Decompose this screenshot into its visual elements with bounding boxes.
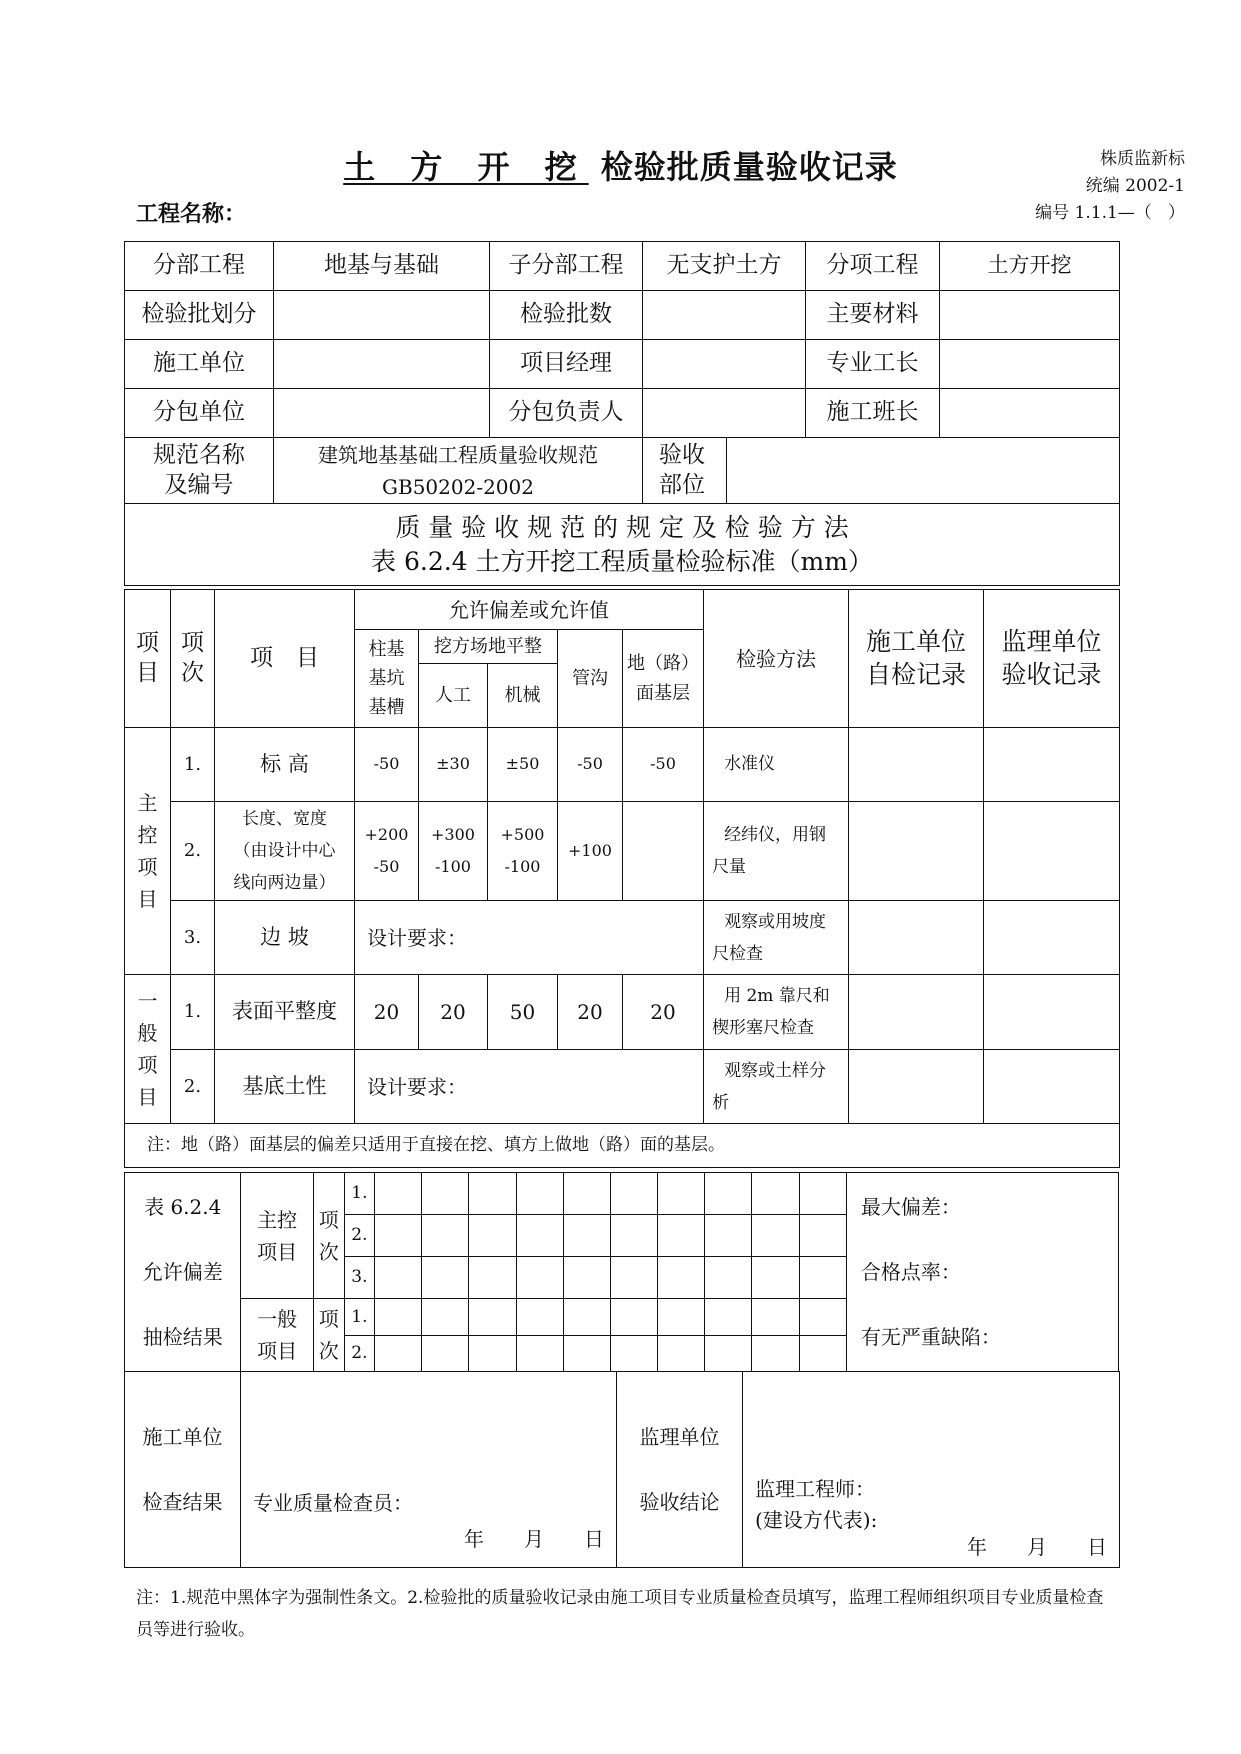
sampling-main-2: 项目	[257, 1239, 298, 1264]
col-pit-1: 柱基	[368, 639, 405, 660]
sampling-label-1: 表 6.2.4	[144, 1194, 222, 1219]
g1-v4: 20	[558, 975, 623, 1050]
sampling-general-n2: 2.	[344, 1336, 374, 1372]
standard-label	[125, 438, 274, 504]
sample-cell[interactable]	[610, 1299, 657, 1336]
sampling-gseq-2: 次	[318, 1339, 339, 1363]
sample-cell[interactable]	[374, 1336, 421, 1372]
g2-requirement: 设计要求：	[355, 1050, 704, 1124]
sample-cell[interactable]	[799, 1336, 846, 1372]
sample-cell[interactable]	[610, 1257, 657, 1299]
sample-cell[interactable]	[516, 1173, 563, 1215]
table-note: 注：地（路）面基层的偏差只适用于直接在挖、填方上做地（路）面的基层。	[125, 1124, 1120, 1168]
standard-name: 建筑地基基础工程质量验收规范	[318, 442, 598, 467]
sampling-main-n3: 3.	[344, 1257, 374, 1299]
col-category	[125, 590, 171, 728]
g2-method-1: 观察或土样分	[724, 1060, 827, 1081]
g2-seq: 2.	[171, 1050, 215, 1124]
g1-method-2: 楔形塞尺检查	[712, 1018, 815, 1038]
item-label: 分项工程	[806, 242, 940, 291]
accept-part-1: 验收	[659, 441, 705, 468]
sample-cell[interactable]	[422, 1299, 469, 1336]
standard-label-1: 规范名称	[153, 441, 245, 468]
sampling-general	[241, 1299, 313, 1372]
r1-v4: -50	[558, 728, 623, 802]
r2-supervise[interactable]	[984, 802, 1120, 901]
sub-project-label: 分部工程	[125, 242, 274, 291]
sample-cell[interactable]	[752, 1173, 799, 1215]
batch-count-value[interactable]	[643, 291, 806, 340]
r1-v3: ±50	[488, 728, 558, 802]
sampling-gseq-1: 项	[318, 1307, 339, 1331]
sampling-general-seq	[313, 1299, 344, 1372]
subcontractor-value[interactable]	[274, 389, 490, 438]
sample-cell[interactable]	[610, 1215, 657, 1257]
col-supervise	[984, 590, 1120, 728]
title-underlined: 土 方 开 挖	[343, 148, 589, 186]
sample-cell[interactable]	[658, 1215, 705, 1257]
defect-label: 有无严重缺陷：	[860, 1324, 1001, 1349]
engineer-label: 监理工程师：	[755, 1477, 875, 1501]
sample-cell[interactable]	[563, 1173, 610, 1215]
r1-v1: -50	[355, 728, 419, 802]
sample-cell[interactable]	[705, 1215, 752, 1257]
g1-item: 表面平整度	[215, 975, 355, 1050]
r3-supervise[interactable]	[984, 901, 1120, 975]
col-category-2: 目	[136, 659, 159, 686]
g2-item: 基底土性	[215, 1050, 355, 1124]
item-value: 土方开挖	[940, 242, 1120, 291]
sample-cell[interactable]	[374, 1299, 421, 1336]
sample-cell[interactable]	[799, 1257, 846, 1299]
sampling-seq-2: 次	[318, 1239, 339, 1264]
owner-rep-label: (建设方代表):	[755, 1508, 878, 1532]
col-category-1: 项	[136, 629, 159, 656]
sample-cell[interactable]	[469, 1257, 516, 1299]
sample-cell[interactable]	[563, 1336, 610, 1372]
sample-cell[interactable]	[422, 1173, 469, 1215]
sample-cell[interactable]	[799, 1299, 846, 1336]
r2-v1	[355, 802, 419, 901]
sample-cell[interactable]	[752, 1299, 799, 1336]
sample-cell[interactable]	[469, 1173, 516, 1215]
sample-cell[interactable]	[610, 1173, 657, 1215]
sample-cell[interactable]	[422, 1215, 469, 1257]
sample-cell[interactable]	[610, 1336, 657, 1372]
col-machine: 机械	[488, 664, 558, 728]
sample-cell[interactable]	[752, 1215, 799, 1257]
sample-cell[interactable]	[516, 1257, 563, 1299]
batch-division-label: 检验批划分	[125, 291, 274, 340]
team-leader-value[interactable]	[940, 389, 1120, 438]
sample-cell[interactable]	[752, 1257, 799, 1299]
accept-part-label	[643, 438, 727, 503]
col-allowance: 允许偏差或允许值	[355, 590, 704, 630]
sampling-general-1: 一般	[257, 1307, 298, 1331]
contractor-result-1: 施工单位	[142, 1424, 223, 1449]
col-supervise-2: 验收记录	[1001, 659, 1102, 689]
foreman-label: 专业工长	[806, 340, 940, 389]
r3-requirement: 设计要求：	[355, 901, 704, 975]
r2-item-3: 线向两边量）	[233, 873, 336, 893]
g2-supervise[interactable]	[984, 1050, 1120, 1124]
team-leader-label: 施工班长	[806, 389, 940, 438]
sampling-label-3: 抽检结果	[142, 1324, 223, 1349]
r3-self-check[interactable]	[849, 901, 984, 975]
sample-cell[interactable]	[469, 1336, 516, 1372]
batch-division-value[interactable]	[274, 291, 490, 340]
title-rest: 检验批质量验收记录	[600, 148, 898, 186]
sample-cell[interactable]	[705, 1299, 752, 1336]
col-trench: 管沟	[558, 630, 623, 728]
r2-self-check[interactable]	[849, 802, 984, 901]
contractor-result-cell[interactable]	[241, 1372, 617, 1568]
sampling-summary	[846, 1173, 1118, 1372]
meta-line3: 编号 1.1.1—（ ）	[1035, 203, 1185, 223]
r2-v2b: -100	[435, 857, 471, 876]
sample-cell[interactable]	[705, 1173, 752, 1215]
standard-code: GB50202-2002	[382, 474, 534, 499]
main-material-value[interactable]	[940, 291, 1120, 340]
contractor-result-2: 检查结果	[142, 1489, 223, 1514]
spec-heading: 质 量 验 收 规 范 的 规 定 及 检 验 方 法	[395, 512, 849, 542]
sample-cell[interactable]	[374, 1257, 421, 1299]
r1-seq: 1.	[171, 728, 215, 802]
col-pit-2: 基坑	[368, 668, 405, 689]
main-material-label: 主要材料	[806, 291, 940, 340]
accept-part-2: 部位	[659, 471, 705, 498]
r2-v5	[623, 802, 704, 901]
general-group-char-3: 项	[137, 1053, 158, 1077]
col-self-check-2: 自检记录	[866, 659, 967, 689]
sampling-table	[124, 1172, 1119, 1372]
r2-v1a: +200	[364, 825, 409, 844]
general-group-label	[125, 975, 171, 1124]
sub-division-label: 子分部工程	[490, 242, 643, 291]
g1-seq: 1.	[171, 975, 215, 1050]
col-seq-1: 项	[181, 629, 204, 656]
sub-leader-value[interactable]	[643, 389, 806, 438]
r2-v3b: -100	[504, 857, 541, 876]
sample-cell[interactable]	[422, 1257, 469, 1299]
accept-part-cell	[643, 438, 1120, 504]
inspector-label: 专业质量检查员：	[253, 1491, 413, 1515]
sampling-main-n1: 1.	[344, 1173, 374, 1215]
sample-cell[interactable]	[563, 1215, 610, 1257]
standard-value	[274, 438, 643, 504]
sample-cell[interactable]	[516, 1215, 563, 1257]
sample-cell[interactable]	[563, 1257, 610, 1299]
sample-cell[interactable]	[469, 1299, 516, 1336]
engineer-block	[755, 1474, 877, 1536]
subcontractor-label: 分包单位	[125, 389, 274, 438]
g2-self-check[interactable]	[849, 1050, 984, 1124]
r2-item-1: 长度、宽度	[242, 809, 327, 829]
r3-method	[704, 901, 849, 975]
sample-cell[interactable]	[658, 1336, 705, 1372]
general-group-char-2: 般	[137, 1021, 158, 1045]
sample-cell[interactable]	[516, 1336, 563, 1372]
col-item: 项 目	[215, 590, 355, 728]
r3-method-2: 尺检查	[712, 943, 764, 964]
sample-cell[interactable]	[658, 1299, 705, 1336]
contractor-date: 年 月 日	[464, 1527, 604, 1551]
main-group-label	[125, 728, 171, 975]
sub-division-value: 无支护土方	[643, 242, 806, 291]
r1-self-check[interactable]	[849, 728, 984, 802]
sample-cell[interactable]	[799, 1173, 846, 1215]
r2-v3a: +500	[500, 825, 545, 844]
r1-v5: -50	[623, 728, 704, 802]
col-leveling: 挖方场地平整	[419, 630, 558, 664]
main-group-char-4: 目	[137, 887, 158, 911]
supervisor-conclusion-label	[617, 1372, 743, 1568]
sampling-main	[241, 1173, 313, 1299]
sampling-general-n1: 1.	[344, 1299, 374, 1336]
r2-seq: 2.	[171, 802, 215, 901]
r3-method-1: 观察或用坡度	[724, 911, 827, 932]
r2-v3	[488, 802, 558, 901]
r2-v2a: +300	[431, 825, 475, 844]
project-manager-value[interactable]	[643, 340, 806, 389]
r2-v4: +100	[558, 802, 623, 901]
g1-v2: 20	[419, 975, 488, 1050]
footnote: 注：1.规范中黑体字为强制性条文。2.检验批的质量验收记录由施工项目专业质量检查员填写，监理工程师组织项目专业质量检查员等进行验收。	[136, 1588, 1104, 1640]
main-group-char-1: 主	[137, 791, 158, 815]
project-manager-label: 项目经理	[490, 340, 643, 389]
g2-method	[704, 1050, 849, 1124]
meta-line2: 统编 2002-1	[1085, 176, 1185, 196]
sample-cell[interactable]	[422, 1336, 469, 1372]
signoff-table	[124, 1371, 1120, 1568]
main-group-char-2: 控	[137, 823, 158, 847]
supervisor-date: 年 月 日	[967, 1535, 1107, 1559]
contractor-result-label	[125, 1372, 241, 1568]
g1-method	[704, 975, 849, 1050]
sample-cell[interactable]	[374, 1173, 421, 1215]
col-pit-3: 基槽	[368, 697, 405, 718]
sample-cell[interactable]	[563, 1299, 610, 1336]
batch-count-label: 检验批数	[490, 291, 643, 340]
g1-v5: 20	[623, 975, 704, 1050]
main-group-char-3: 项	[137, 855, 158, 879]
sampling-seq-1: 项	[318, 1207, 339, 1232]
pass-rate-label: 合格点率：	[860, 1259, 961, 1284]
col-self-check	[849, 590, 984, 728]
col-seq	[171, 590, 215, 728]
r1-method: 水准仪	[704, 728, 849, 802]
contractor-value[interactable]	[274, 340, 490, 389]
sample-cell[interactable]	[658, 1173, 705, 1215]
g2-method-2: 析	[712, 1092, 730, 1113]
info-table	[124, 241, 1120, 586]
r2-method-1: 经纬仪，用钢	[724, 825, 827, 845]
standard-label-2: 及编号	[164, 471, 234, 498]
spec-heading-cell	[125, 504, 1120, 586]
document-meta	[1035, 146, 1185, 227]
sampling-main-1: 主控	[257, 1207, 298, 1232]
sample-cell[interactable]	[752, 1336, 799, 1372]
g1-v3: 50	[488, 975, 558, 1050]
col-manual: 人工	[419, 664, 488, 728]
col-road	[623, 630, 704, 728]
sample-cell[interactable]	[705, 1336, 752, 1372]
col-road-2: 面基层	[636, 682, 691, 704]
sample-cell[interactable]	[374, 1215, 421, 1257]
col-road-1: 地（路）	[627, 652, 700, 674]
sample-cell[interactable]	[658, 1257, 705, 1299]
r2-v1b: -50	[373, 857, 400, 876]
r2-item-2: （由设计中心	[233, 841, 336, 861]
meta-line1: 株质监新标	[1100, 149, 1185, 169]
sampling-main-seq	[313, 1173, 344, 1299]
col-seq-2: 次	[181, 659, 204, 686]
col-method: 检验方法	[704, 590, 849, 728]
sub-project-value: 地基与基础	[274, 242, 490, 291]
sampling-label	[125, 1173, 241, 1372]
r2-method	[704, 802, 849, 901]
g1-self-check[interactable]	[849, 975, 984, 1050]
supervisor-conclusion-cell[interactable]	[743, 1372, 1120, 1568]
r3-item: 边 坡	[215, 901, 355, 975]
g1-supervise[interactable]	[984, 975, 1120, 1050]
general-group-char-1: 一	[137, 989, 158, 1013]
sampling-general-2: 项目	[257, 1339, 298, 1363]
general-group-char-4: 目	[137, 1085, 158, 1109]
sub-leader-label: 分包负责人	[490, 389, 643, 438]
col-supervise-1: 监理单位	[1001, 627, 1102, 656]
sample-cell[interactable]	[705, 1257, 752, 1299]
r2-method-2: 尺量	[712, 857, 747, 877]
sampling-main-n2: 2.	[344, 1215, 374, 1257]
supervisor-conclusion-1: 监理单位	[639, 1424, 720, 1449]
r1-item: 标 高	[215, 728, 355, 802]
g1-v1: 20	[355, 975, 419, 1050]
sample-cell[interactable]	[799, 1215, 846, 1257]
contractor-label: 施工单位	[125, 340, 274, 389]
sample-cell[interactable]	[516, 1299, 563, 1336]
g1-method-1: 用 2m 靠尺和	[724, 986, 830, 1006]
sampling-label-2: 允许偏差	[142, 1259, 223, 1284]
sample-cell[interactable]	[469, 1215, 516, 1257]
spec-subheading: 表 6.2.4 土方开挖工程质量检验标准（mm）	[371, 546, 873, 576]
spec-table	[124, 589, 1120, 1168]
supervisor-conclusion-2: 验收结论	[639, 1489, 720, 1514]
r3-seq: 3.	[171, 901, 215, 975]
project-name-label: 工程名称：	[136, 201, 247, 227]
r1-v2: ±30	[419, 728, 488, 802]
r1-supervise[interactable]	[984, 728, 1120, 802]
col-self-check-1: 施工单位	[866, 627, 967, 656]
r2-item	[215, 802, 355, 901]
max-deviation-label: 最大偏差：	[860, 1194, 961, 1219]
col-pit	[355, 630, 419, 728]
foreman-value[interactable]	[940, 340, 1120, 389]
r2-v2	[419, 802, 488, 901]
